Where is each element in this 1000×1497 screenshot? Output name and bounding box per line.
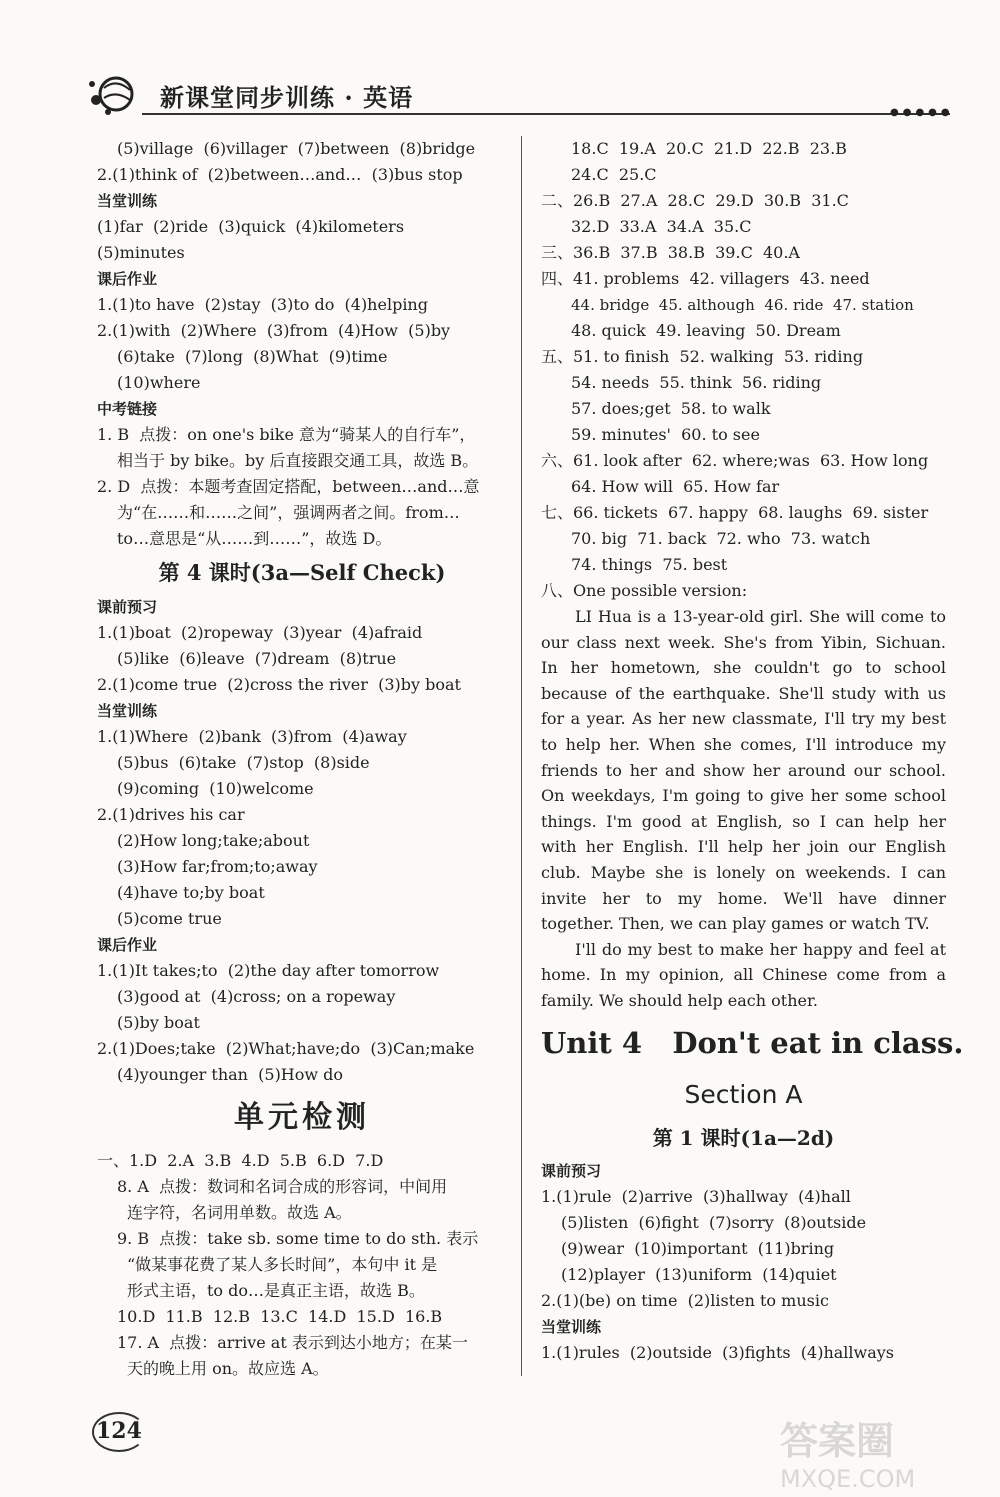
answer-line: 57. does;get 58. to walk: [571, 399, 771, 418]
answer-line: 连字符，名词用单数。故选 A。: [127, 1203, 352, 1222]
answer-line: “做某事花费了某人多长时间”，本句中 it 是: [127, 1255, 438, 1274]
answer-line: 六、61. look after 62. where;was 63. How long: [541, 451, 929, 470]
lesson-title: 第 4 课时(3a—Self Check): [158, 560, 446, 585]
left-column: [97, 136, 507, 1382]
watermark-text: 答案圈: [780, 1419, 895, 1463]
answer-line: 10.D 11.B 12.B 13.C 14.D 15.D 16.B: [117, 1307, 443, 1326]
answer-line: 2.(1)come true (2)cross the river (3)by boat: [97, 675, 461, 694]
unit-title: Unit 4 Don't eat in class.: [541, 1025, 964, 1060]
answer-line: 1.(1)boat (2)ropeway (3)year (4)afraid: [97, 623, 423, 642]
answer-line: 1.(1)rules (2)outside (3)fights (4)hallways: [541, 1342, 895, 1362]
section-heading: 课后作业: [97, 270, 158, 288]
section-heading: 中考链接: [97, 400, 158, 418]
answer-line: 64. How will 65. How far: [571, 477, 780, 496]
answer-line: 1.(1)It takes;to (2)the day after tomorrow: [97, 961, 440, 980]
answer-line: (5)minutes: [97, 243, 185, 262]
section-heading: 课后作业: [97, 936, 158, 954]
column-divider: [521, 136, 522, 1376]
section-title: Section A: [684, 1079, 803, 1109]
answer-line: (4)have to;by boat: [117, 883, 265, 902]
answer-line: (5)listen (6)fight (7)sorry (8)outside: [561, 1212, 867, 1232]
answer-line: (3)How far;from;to;away: [117, 857, 318, 876]
answer-line: 天的晚上用 on。故应选 A。: [127, 1359, 329, 1378]
answer-line: to…意思是“从……到……”，故选 D。: [117, 529, 392, 548]
answer-line: (5)come true: [117, 909, 222, 928]
answer-line: (3)good at (4)cross; on a ropeway: [117, 987, 396, 1006]
answer-line: 1. B 点拨：on one's bike 意为“骑某人的自行车”，: [97, 425, 476, 444]
answer-line: 1.(1)rule (2)arrive (3)hallway (4)hall: [541, 1186, 851, 1206]
answer-line: (4)younger than (5)How do: [117, 1065, 344, 1084]
answer-line: 一、1.D 2.A 3.B 4.D 5.B 6.D 7.D: [97, 1151, 384, 1170]
answer-line: 1.(1)to have (2)stay (3)to do (4)helping: [97, 295, 428, 314]
book-logo-icon: [82, 72, 138, 118]
answer-line: 32.D 33.A 34.A 35.C: [571, 217, 752, 236]
page-header: [0, 0, 1000, 130]
answer-line: 8. A 点拨：数词和名词合成的形容词，中间用: [117, 1177, 448, 1196]
answer-line: (6)take (7)long (8)What (9)time: [117, 347, 388, 366]
answer-line: 24.C 25.C: [571, 165, 657, 184]
answer-line: (2)How long;take;about: [117, 831, 310, 850]
section-heading: 当堂训练: [541, 1317, 602, 1336]
answer-line: 为“在……和……之间”，强调两者之间。from…: [117, 503, 460, 522]
section-heading: 当堂训练: [97, 192, 158, 210]
essay-paragraph: I'll do my best to make her happy and feel at home. In my opinion, all Chinese come from a family. We should help each other.: [541, 939, 946, 1010]
answer-line: (1)far (2)ride (3)quick (4)kilometers: [97, 217, 405, 236]
essay-paragraph: LI Hua is a 13-year-old girl. She will come to our class next week. She's from Yibin, Sichuan. In her hometown, she couldn't go to school because of the earthquake. She'll study with us for a year. As her new classmate, I'll try my best to help her. When she comes, I'll introduce my friends to her and show her around our school. On weekdays, I'm going to give her some school things. I'm good at English, so I can help her with her English. I'll help her join our English club. Maybe she is lonely on weekends. I can invite her to my home. We'll have dinner together. Then, we can play games or watch TV.: [541, 607, 946, 934]
answer-line: 9. B 点拨：take sb. some time to do sth. 表示: [117, 1229, 479, 1248]
answer-line: (12)player (13)uniform (14)quiet: [561, 1264, 837, 1284]
answer-line: (5)village (6)villager (7)between (8)bridge: [117, 139, 476, 158]
header-rule: [142, 113, 950, 115]
header-title: 新课堂同步训练 · 英语: [160, 83, 414, 112]
section-heading: 课前预习: [97, 598, 158, 616]
answer-line: 四、41. problems 42. villagers 43. need: [541, 269, 870, 288]
answer-line: 59. minutes' 60. to see: [571, 425, 760, 444]
answer-line: 七、66. tickets 67. happy 68. laughs 69. sister: [541, 503, 929, 522]
answer-line: 18.C 19.A 20.C 21.D 22.B 23.B: [571, 139, 847, 158]
lesson-title: 第 1 课时(1a—2d): [652, 1125, 835, 1150]
answer-line: 17. A 点拨：arrive at 表示到达小地方；在某一: [117, 1333, 468, 1352]
answer-line: 48. quick 49. leaving 50. Dream: [571, 321, 841, 340]
answer-line: 1.(1)Where (2)bank (3)from (4)away: [97, 727, 407, 746]
answer-line: (9)coming (10)welcome: [117, 779, 314, 798]
answer-line: (5)bus (6)take (7)stop (8)side: [117, 753, 370, 772]
unit-test-title: 单元检测: [234, 1100, 370, 1135]
answer-line: 74. things 75. best: [571, 555, 728, 574]
answer-line: 2. D 点拨：本题考查固定搭配，between…and…意: [97, 477, 480, 496]
section-heading: 当堂训练: [97, 702, 158, 720]
answer-line: 形式主语，to do…是真正主语，故选 B。: [127, 1281, 425, 1300]
answer-line: (5)like (6)leave (7)dream (8)true: [117, 649, 397, 668]
page-number: 124: [96, 1418, 142, 1444]
watermark: [780, 1410, 990, 1493]
answer-line: (9)wear (10)important (11)bring: [561, 1238, 835, 1258]
answer-line: 2.(1)with (2)Where (3)from (4)How (5)by: [97, 321, 451, 340]
answer-line: 2.(1)(be) on time (2)listen to music: [541, 1290, 829, 1310]
right-column: [541, 136, 964, 1366]
watermark-url: MXQE.COM: [780, 1465, 916, 1493]
answer-line: 2.(1)Does;take (2)What;have;do (3)Can;make: [97, 1039, 475, 1058]
answer-line: 二、26.B 27.A 28.C 29.D 30.B 31.C: [541, 191, 849, 210]
answer-line: (10)where: [117, 373, 201, 392]
answer-line: 三、36.B 37.B 38.B 39.C 40.A: [541, 243, 800, 262]
answer-line: (5)by boat: [117, 1013, 200, 1032]
answer-line: 44. bridge 45. although 46. ride 47. station: [571, 296, 914, 314]
answer-line: 八、One possible version:: [541, 581, 748, 600]
section-heading: 课前预习: [541, 1161, 602, 1180]
answer-line: 2.(1)think of (2)between…and… (3)bus stop: [97, 165, 463, 184]
answer-line: 2.(1)drives his car: [97, 805, 245, 824]
answer-line: 相当于 by bike。by 后直接跟交通工具，故选 B。: [117, 451, 479, 470]
answer-line: 54. needs 55. think 56. riding: [571, 373, 822, 392]
header-dots: ●●●●●: [890, 107, 954, 118]
answer-line: 五、51. to finish 52. walking 53. riding: [541, 347, 864, 366]
answer-line: 70. big 71. back 72. who 73. watch: [571, 529, 871, 548]
